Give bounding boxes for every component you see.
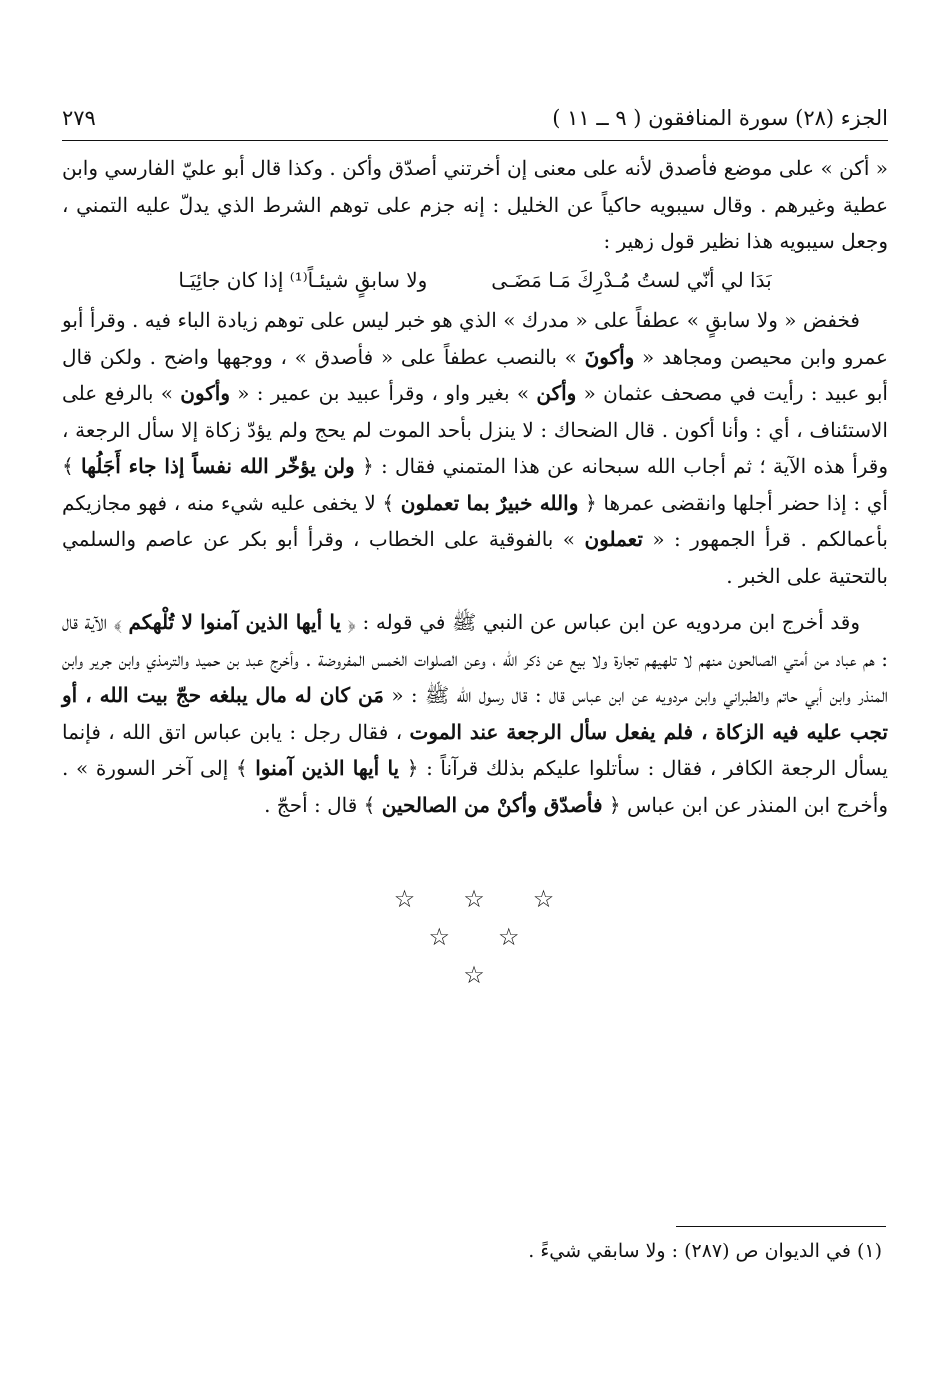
p3-text: ﴾ إلى آخر السورة » . وأخرج ابن المنذر عن ابن عباس ﴿ xyxy=(62,756,888,817)
p3-text: ، فقال رجل : يابن عباس اتق الله ، فإنما يسأل الرجعة الكافر ، فقال : سأتلوا عليكم بذلك قرآناً : ﴿ xyxy=(62,719,888,780)
star-row xyxy=(0,956,948,994)
main-text xyxy=(62,150,888,823)
hadith-quote: مَن كان له مال يبلغه حجّ بيت الله ، أو تجب عليه فيه الزكاة ، فلم يفعل سأل الرجعة عند الموت xyxy=(62,683,888,744)
p2-reading: وأكن xyxy=(536,381,577,405)
p2-text: ﴾ أي : إذا حضر أجلها وانقضى عمرها ﴿ xyxy=(62,454,888,515)
p2-text: فخفض « ولا سابقٍ » عطفاً على « مدرك » الذي هو خبر ليس على توهم زيادة الباء فيه . وقرأ أبو عمرو وابن محيصن ومجاهد « xyxy=(62,308,888,369)
star-icon: ☆ xyxy=(463,885,485,913)
star-icon: ☆ xyxy=(498,923,520,951)
p3-text: ﴾ قال : أحجّ . xyxy=(264,792,382,817)
star-icon: ☆ xyxy=(463,961,485,989)
star-row xyxy=(0,880,948,918)
p2-reading: وأكون xyxy=(180,381,231,405)
section-separator xyxy=(0,880,948,994)
p2-text: » بالنصب عطفاً على « فأصدق » ، ووجهها واضح . ولكن قال أبو عبيد : رأيت في مصحف عثمان « xyxy=(62,344,888,405)
p2-reading: تعملون xyxy=(584,527,643,551)
quran-quote: والله خبيرٌ بما تعملون xyxy=(400,490,579,515)
running-head: الجزء (٢٨) سورة المنافقون ( ٩ ــ ١١ ) xyxy=(552,106,888,130)
quran-quote: يا أيها الذين آمنوا xyxy=(255,756,400,780)
paragraph-3 xyxy=(62,604,888,823)
star-icon: ☆ xyxy=(393,885,416,913)
p3-text: ﴾ الآية قال : هم عباد من أمتي الصالحون منهم لا تلهيهم تجارة ولا بيع عن ذكر الله ، وعن الصلوات الخمس المفروضة . وأخرج عبد بن حميد والترمذي وابن جرير وابن المنذر وابن أبي حاتم والطبراني وابن مردويه عن ابن عباس قال : قال رسول الله ﷺ : « xyxy=(62,610,888,707)
p2-text: ﴾ لا يخفى عليه شيء منه ، فهو مجازيكم بأعمالكم . قرأ الجمهور : « xyxy=(62,490,888,551)
p2-text: » بالرفع على الاستئناف ، أي : وأنا أكون . قال الضحاك : لا ينزل بأحد الموت لم يحج ولم يؤدّ زكاة إلا سأل الرجعة ، وقرأ هذه الآية ؛ ثم أجاب الله سبحانه عن هذا المتمني فقال : ﴿ xyxy=(62,381,889,478)
page-header xyxy=(62,96,888,141)
poetry-verse xyxy=(62,262,888,299)
page-number: ٢٧٩ xyxy=(62,106,96,130)
p2-text: » بالفوقية على الخطاب ، وقرأ أبو بكر عن عاصم والسلمي بالتحتية على الخبر . xyxy=(62,527,888,588)
p2-text: » بغير واو ، وقرأ عبيد بن عمير : « xyxy=(230,381,537,405)
star-icon: ☆ xyxy=(532,885,555,913)
footnote: (١) في الديوان ص (٢٨٧) : ولا سابقي شيءً . xyxy=(528,1240,882,1262)
paragraph-1: « أكن » على موضع فأصدق لأنه على معنى إن أخرتني أصدّق وأكن . وكذا قال أبو عليّ الفارسي وابن عطية وغيرهم . وقال سيبويه حاكياً عن الخليل : إنه جزم على توهم الشرط الذي يدلّ عليه التمني ، وجعل سيبويه هذا نظير قول زهير : xyxy=(62,156,888,253)
verse-right-hemistich: بَدَا لي أنّي لستُ مُـدْرِكَ مَـا مَضَـى xyxy=(491,267,772,292)
quran-quote: فأصدّق وأكنْ من الصالحين xyxy=(381,792,603,817)
star-icon: ☆ xyxy=(428,923,450,951)
quran-quote: ولن يؤخّر الله نفساً إذا جاء أَجَلُها xyxy=(80,454,355,478)
star-row xyxy=(0,918,948,956)
quran-quote: يا أيها الذين آمنوا لا تُلْهكم xyxy=(128,610,342,634)
p2-reading: وأكونَ xyxy=(584,344,635,369)
verse-left-hemistich: ولا سابقٍ شيئـاً⁽¹⁾ إذا كان جائِيَـا xyxy=(178,267,428,292)
p3-text: وقد أخرج ابن مردويه عن ابن عباس عن النبي ﷺ في قوله : ﴿ xyxy=(341,610,860,634)
footnote-divider xyxy=(676,1226,886,1227)
paragraph-2 xyxy=(62,302,888,594)
